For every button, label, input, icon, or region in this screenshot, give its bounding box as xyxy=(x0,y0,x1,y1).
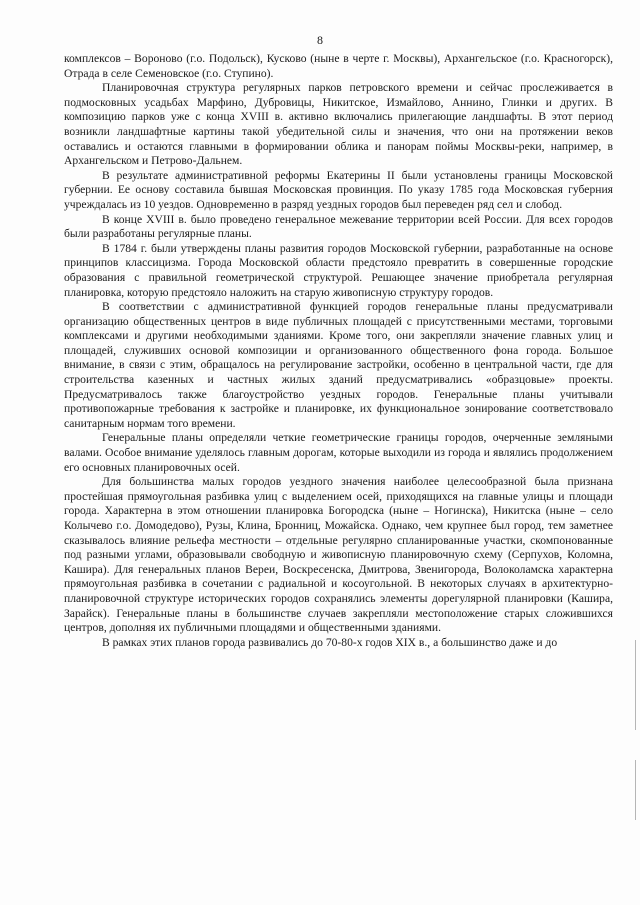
page-number: 8 xyxy=(317,33,323,47)
paragraph-4: В конце XVIII в. было проведено генеральное межевание территории всей России. Для всех городов были разработаны регулярные планы. xyxy=(64,212,613,241)
paragraph-7: Генеральные планы определяли четкие геометрические границы городов, очерченные земляными валами. Особое внимание уделялось главным дорогам, которые выходили из города и являлись продолжением его основных планировочных осей. xyxy=(64,431,613,474)
paragraph-5: В 1784 г. были утверждены планы развития городов Московской губернии, разработанные на основе принципов классицизма. Города Московской области предстояло превратить в совершенные городские образования с правильной геометрической структурой. Решающее значение приобретала регулярная планировка, которую предстояло наложить на старую живописную структуру городов. xyxy=(64,241,613,299)
body-text xyxy=(64,52,613,650)
scan-edge-mark xyxy=(635,760,636,820)
paragraph-9: В рамках этих планов города развивались до 70-80-х годов XIX в., а большинство даже и до xyxy=(102,635,558,649)
paragraph-8: Для большинства малых городов уездного значения наиболее целесообразной была признана простейшая прямоугольная разбивка улиц с выделением осей, приходящихся на главные улицы и площади города. Характерна в этом отношении планировка Богородска (ныне – Ногинска), Никитска (ныне – село Колычево г.о. Домодедово), Рузы, Клина, Бронниц, Можайска. Однако, чем крупнее был город, тем заметнее сказывалось влияние рельефа местности – отдельные регулярно спланированные участки, скомпонованные под разными углами, образовывали свободную и живописную планировочную схему (Серпухов, Коломна, Кашира). Для генеральных планов Вереи, Воскресенска, Дмитрова, Звенигорода, Волоколамска характерна прямоугольная разбивка в сочетании с радиальной и косоугольной. В некоторых случаях в архитектурно-планировочной структуре исторических городов сохранялись элементы дорегулярной планировки (Кашира, Зарайск). Генеральные планы в большинстве случаев закрепляли местоположение старых сложившихся центров, дополняя их публичными площадями и общественными зданиями. xyxy=(64,475,613,635)
paragraph-2: Планировочная структура регулярных парков петровского времени и сейчас прослеживается в подмосковных усадьбах Марфино, Дубровицы, Никитское, Измайлово, Аннино, Глинки и других. В композицию парков уже с конца XVIII в. активно включались прилегающие ландшафты. В этот период возникли ландшафтные картины такой убедительной силы и значения, что они на протяжении веков оставались и остаются главными в формировании облика и панорам поймы Москвы-реки, например, в Архангельском и Петрово-Дальнем. xyxy=(64,81,613,168)
paragraph-6: В соответствии с административной функцией городов генеральные планы предусматривали организацию общественных центров в виде публичных площадей с присутственными местами, торговыми комплексами и другими необходимыми зданиями. Кроме того, они закрепляли значение главных улиц и площадей, служивших основой композиции и организованного общественного фона города. Большое внимание, в связи с этим, обращалось на регулирование застройки, особенно в центральной части, где для строительства казенных и частных жилых зданий предусматривались «образцовые» проекты. Предусматривалось также благоустройство уездных городов. Генеральные планы учитывали противопожарные требования к застройке и планировке, их функциональное зонирование соответствовало санитарным нормам того времени. xyxy=(64,300,613,430)
paragraph-1: комплексов – Вороново (г.о. Подольск), Кусково (ныне в черте г. Москвы), Архангельское (г.о. Красногорск), Отрада в селе Семеновское (г.о. Ступино). xyxy=(64,52,613,80)
scan-edge-mark xyxy=(635,640,636,730)
paragraph-3: В результате административной реформы Екатерины II были установлены границы Московской губернии. Ее основу составила бывшая Московская провинция. По указу 1785 года Московская губерния учреждалась из 10 уездов. Одновременно в разряд уездных городов был переведен ряд сел и слобод. xyxy=(64,168,613,211)
